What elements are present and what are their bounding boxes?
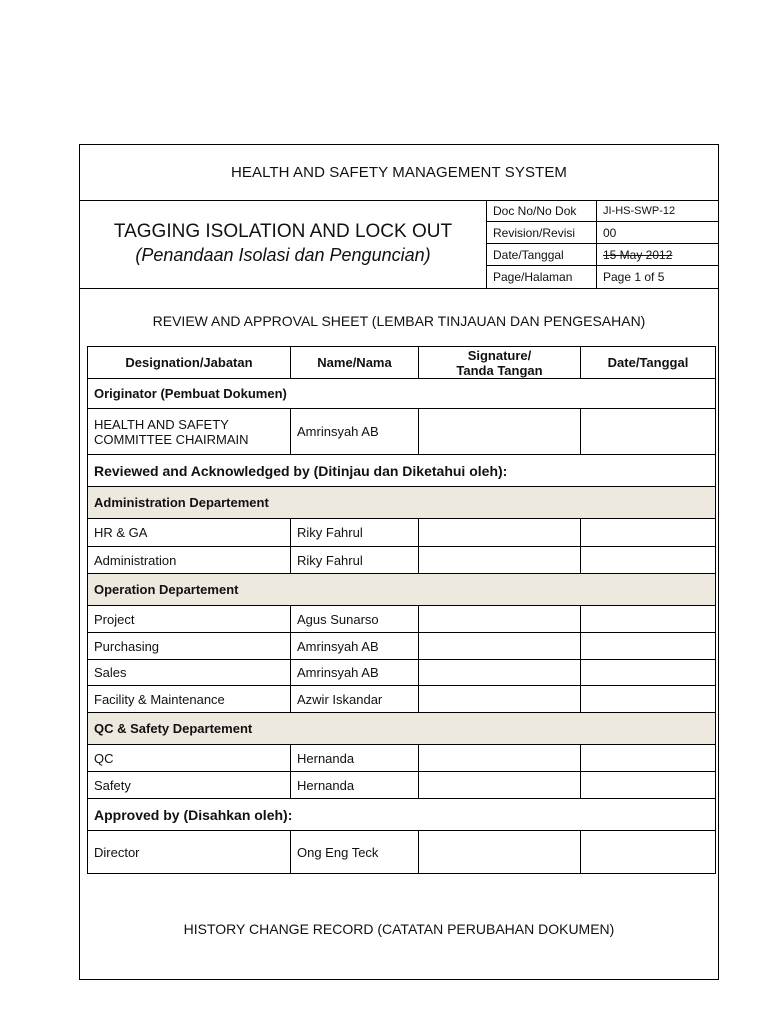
col-signature-line2: Tanda Tangan: [456, 362, 543, 378]
signature-cell: [419, 831, 581, 874]
meta-value: 15 May 2012: [603, 247, 673, 262]
meta-label: Revision/Revisi: [487, 222, 597, 243]
name-cell: Amrinsyah AB: [291, 409, 419, 455]
document-subtitle: (Penandaan Isolasi dan Penguncian): [135, 245, 431, 265]
meta-label: Doc No/No Dok: [487, 200, 597, 221]
designation-cell: Project: [88, 606, 291, 633]
section-heading: Originator (Pembuat Dokumen): [88, 379, 716, 409]
table-row: [88, 660, 716, 686]
col-date: Date/Tanggal: [581, 347, 716, 379]
signature-cell: [419, 519, 581, 547]
date-cell: [581, 633, 716, 660]
date-cell: [581, 686, 716, 713]
document-header: [80, 200, 718, 289]
col-signature: [419, 347, 581, 379]
review-approval-title: REVIEW AND APPROVAL SHEET (LEMBAR TINJAUAN DAN PENGESAHAN): [152, 313, 646, 329]
section-admin: [88, 487, 716, 519]
designation-cell: QC: [88, 745, 291, 772]
department-heading: QC & Safety Departement: [88, 713, 716, 745]
signature-cell: [419, 606, 581, 633]
col-designation: Designation/Jabatan: [88, 347, 291, 379]
name-cell: Hernanda: [291, 772, 419, 799]
date-cell: [581, 660, 716, 686]
meta-label: Date/Tanggal: [487, 244, 597, 265]
department-heading: Administration Departement: [88, 487, 716, 519]
name-cell: Amrinsyah AB: [291, 633, 419, 660]
section-operation: [88, 574, 716, 606]
meta-row-doc-no: [487, 200, 718, 222]
designation-cell: HR & GA: [88, 519, 291, 547]
table-row: [88, 519, 716, 547]
designation-cell: Facility & Maintenance: [88, 686, 291, 713]
designation-line2: COMMITTEE CHAIRMAIN: [94, 431, 249, 447]
signature-cell: [419, 660, 581, 686]
section-approved: [88, 799, 716, 831]
date-cell: [581, 772, 716, 799]
name-cell: Amrinsyah AB: [291, 660, 419, 686]
meta-row-date: [487, 244, 718, 266]
document-frame: [79, 144, 719, 980]
designation-cell: Purchasing: [88, 633, 291, 660]
meta-row-page: [487, 266, 718, 288]
table-row: [88, 772, 716, 799]
history-change-title: HISTORY CHANGE RECORD (CATATAN PERUBAHAN DOKUMEN): [183, 921, 615, 937]
date-cell: [581, 519, 716, 547]
name-cell: Agus Sunarso: [291, 606, 419, 633]
signature-cell: [419, 686, 581, 713]
date-cell: [581, 745, 716, 772]
signature-cell: [419, 772, 581, 799]
document-title: TAGGING ISOLATION AND LOCK OUT: [113, 221, 453, 242]
signature-cell: [419, 547, 581, 574]
section-originator: [88, 379, 716, 409]
col-signature-line1: Signature/: [467, 347, 532, 363]
designation-cell: Administration: [88, 547, 291, 574]
date-cell: [581, 409, 716, 455]
name-cell: Ong Eng Teck: [291, 831, 419, 874]
designation-cell: Director: [88, 831, 291, 874]
table-row: [88, 633, 716, 660]
table-row: [88, 831, 716, 874]
section-heading: Approved by (Disahkan oleh):: [88, 799, 716, 831]
table-header-row: [88, 347, 716, 379]
table-row: [88, 606, 716, 633]
department-heading: Operation Departement: [88, 574, 716, 606]
signature-cell: [419, 633, 581, 660]
designation-cell: Sales: [88, 660, 291, 686]
document-title-block: [80, 200, 486, 288]
meta-value: JI-HS-SWP-12: [603, 204, 676, 217]
name-cell: Riky Fahrul: [291, 519, 419, 547]
date-cell: [581, 547, 716, 574]
section-qc: [88, 713, 716, 745]
section-reviewed: [88, 455, 716, 487]
signature-cell: [419, 409, 581, 455]
name-cell: Riky Fahrul: [291, 547, 419, 574]
table-row: [88, 547, 716, 574]
system-title: HEALTH AND SAFETY MANAGEMENT SYSTEM: [80, 145, 718, 201]
date-cell: [581, 606, 716, 633]
designation-cell: [88, 409, 291, 455]
table-row: [88, 686, 716, 713]
table-row: [88, 409, 716, 455]
document-meta-table: [486, 200, 718, 288]
signature-cell: [419, 745, 581, 772]
meta-value: 00: [603, 225, 617, 240]
col-name: Name/Nama: [291, 347, 419, 379]
designation-cell: Safety: [88, 772, 291, 799]
meta-value: Page 1 of 5: [603, 270, 665, 284]
designation-line1: HEALTH AND SAFETY: [94, 416, 229, 432]
approval-table: [87, 346, 716, 874]
section-heading: Reviewed and Acknowledged by (Ditinjau dan Diketahui oleh):: [88, 455, 716, 487]
table-row: [88, 745, 716, 772]
meta-label: Page/Halaman: [487, 266, 597, 288]
date-cell: [581, 831, 716, 874]
meta-row-revision: [487, 222, 718, 244]
name-cell: Azwir Iskandar: [291, 686, 419, 713]
name-cell: Hernanda: [291, 745, 419, 772]
